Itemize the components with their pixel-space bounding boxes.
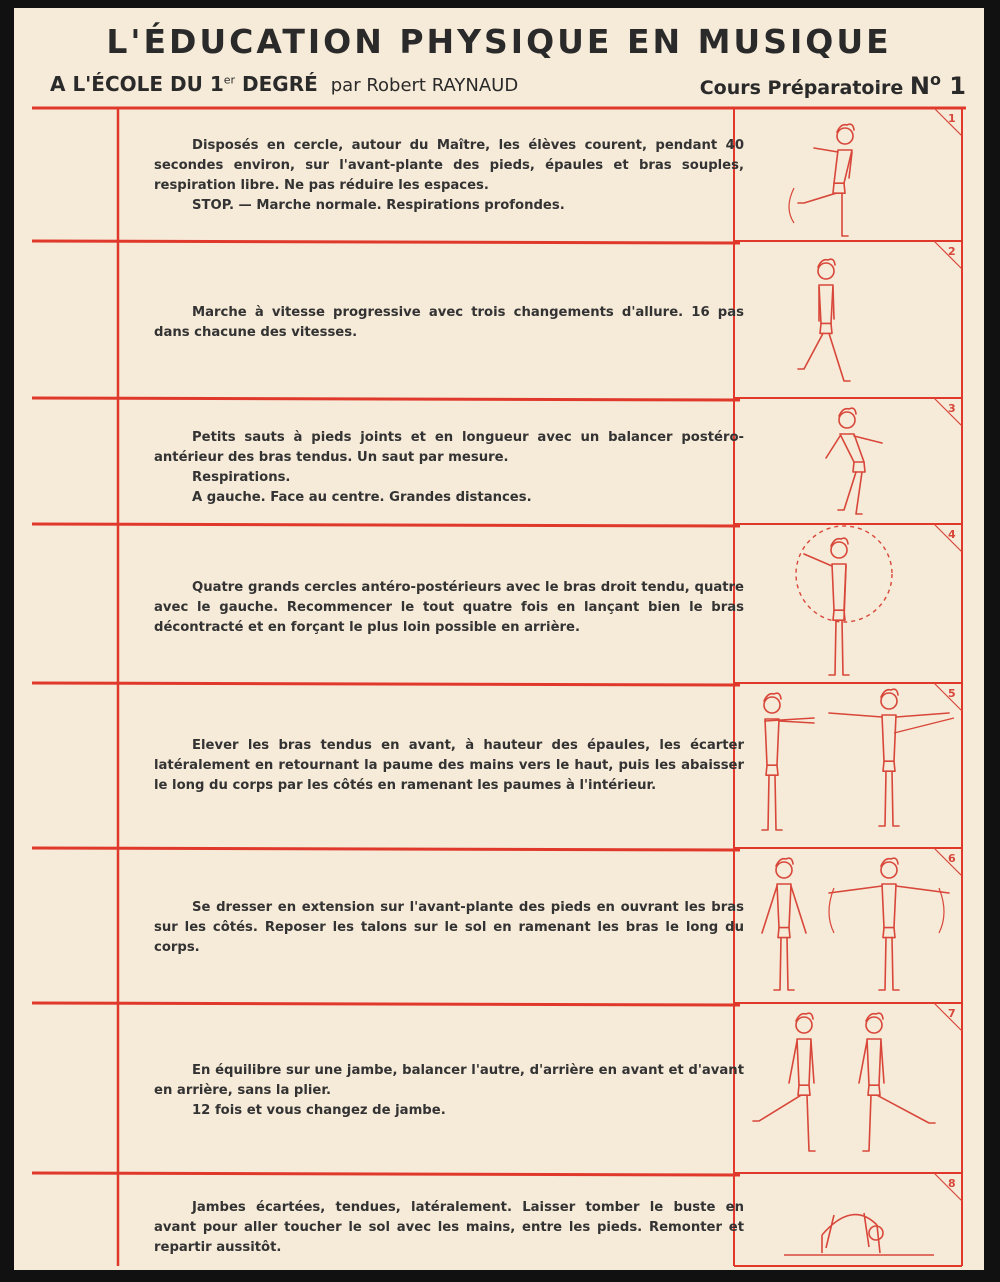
figure-drawing xyxy=(804,538,849,675)
exercise-number: 5 xyxy=(948,687,956,700)
figure-drawing xyxy=(753,1013,815,1151)
exercise-paragraph: Quatre grands cercles antéro-postérieurs avec le bras droit tendu, quatre avec le gauche. Recommencer le tout quatre fois en lançant bien le bras décontracté et en forçant le plus loin possible en arrière. xyxy=(154,580,744,635)
motion-line xyxy=(939,888,944,933)
exercise-paragraph: 12 fois et vous changez de jambe. xyxy=(192,1103,446,1118)
subtitle-superscript: er xyxy=(223,73,236,87)
row-divider xyxy=(32,1003,740,1005)
document-sheet xyxy=(14,8,984,1270)
motion-line xyxy=(894,718,954,733)
exercise-text xyxy=(154,303,744,343)
row-divider xyxy=(32,524,740,526)
exercise-illustration xyxy=(762,689,954,830)
exercise-text xyxy=(154,736,744,796)
figure-drawing xyxy=(829,689,949,826)
author-credit: par Robert RAYNAUD xyxy=(330,75,519,96)
exercise-paragraph: Elever les bras tendus en avant, à hauteur des épaules, les écarter latéralement en retournant la paume des mains vers le haut, puis les abaisser le long du corps par les côtés en ramenant les paumes à l'intérieur. xyxy=(154,738,744,793)
row-divider xyxy=(32,398,740,400)
figure-drawing xyxy=(826,408,882,514)
exercise-illustration xyxy=(789,124,854,236)
picture-frames xyxy=(734,108,962,1266)
exercise-text xyxy=(154,898,744,958)
exercise-number: 6 xyxy=(948,852,956,865)
figure-drawing xyxy=(798,124,854,236)
document-title: L'ÉDUCATION PHYSIQUE EN MUSIQUE xyxy=(106,22,892,61)
exercise-paragraph: Jambes écartées, tendues, latéralement. Laisser tomber le buste en avant pour aller toucher le sol avec les mains, entre les pieds. Remonter et repartir aussitôt. xyxy=(154,1200,744,1255)
exercise-paragraph: Petits sauts à pieds joints et en longueur avec un balancer postéro-antérieur des bras tendus. Un saut par mesure. xyxy=(154,430,744,465)
exercise-paragraph: Respirations. xyxy=(192,470,291,485)
figure-drawing xyxy=(829,858,949,990)
exercise-text xyxy=(154,428,744,508)
exercise-number: 3 xyxy=(948,402,956,415)
exercise-illustration xyxy=(753,1013,935,1151)
exercise-number: 2 xyxy=(948,245,956,258)
row-divider xyxy=(32,683,740,685)
exercise-illustration xyxy=(796,526,892,675)
figure-drawing xyxy=(798,259,850,381)
exercise-text xyxy=(154,136,744,216)
exercise-paragraph: Disposés en cercle, autour du Maître, les élèves courent, pendant 40 secondes environ, sur l'avant-plante des pieds, épaules et bras souples, respiration libre. Ne pas réduire les espaces. xyxy=(154,138,744,193)
figure-drawing xyxy=(762,858,806,990)
exercise-number: 1 xyxy=(948,112,956,125)
row-divider xyxy=(32,1173,740,1175)
exercise-illustration xyxy=(798,259,850,381)
exercise-paragraph: En équilibre sur une jambe, balancer l'autre, d'arrière en avant et d'avant en arrière, sans la plier. xyxy=(154,1063,744,1098)
exercise-number: 4 xyxy=(948,528,956,541)
exercise-number: 7 xyxy=(948,1007,956,1020)
exercise-paragraph: STOP. — Marche normale. Respirations profondes. xyxy=(192,198,565,213)
row-divider xyxy=(32,848,740,850)
row-divider xyxy=(32,241,740,243)
horizontal-rules xyxy=(32,108,966,1175)
motion-line xyxy=(789,188,794,223)
subtitle-main: A L'ÉCOLE DU 1 xyxy=(50,72,224,96)
course-number: $N^o$ 1 xyxy=(909,70,966,100)
subtitle-end: DEGRÉ xyxy=(235,72,318,96)
exercise-paragraph: Se dresser en extension sur l'avant-plante des pieds en ouvrant les bras sur les côtés. Reposer les talons sur le sol en ramenant les bras le long du corps. xyxy=(154,900,744,955)
exercise-paragraph: A gauche. Face au centre. Grandes distances. xyxy=(192,490,532,505)
bending-figure xyxy=(784,1213,934,1255)
exercise-paragraph: Marche à vitesse progressive avec trois changements d'allure. 16 pas dans chacune des vitesses. xyxy=(154,305,744,340)
exercise-text xyxy=(154,1061,744,1121)
exercise-illustration xyxy=(784,1213,934,1255)
exercise-number: 8 xyxy=(948,1177,956,1190)
course-name: Cours Préparatoire xyxy=(699,77,910,99)
exercise-text xyxy=(154,578,744,638)
exercise-illustration xyxy=(826,408,882,514)
figure-drawing xyxy=(859,1013,935,1151)
exercise-text xyxy=(154,1198,744,1258)
motion-line xyxy=(829,888,834,933)
exercise-illustration xyxy=(762,858,949,990)
figure-drawing xyxy=(762,693,814,830)
